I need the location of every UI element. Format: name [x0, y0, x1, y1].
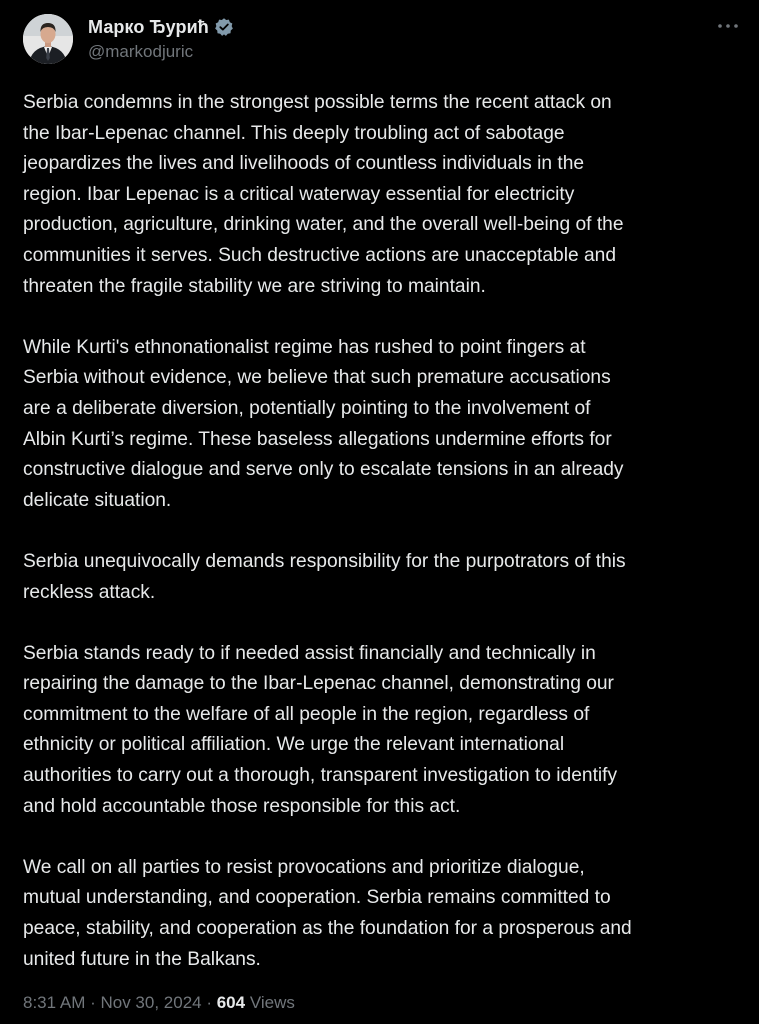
views-count[interactable]: 604: [216, 993, 246, 1012]
tweet-paragraph: Serbia unequivocally demands responsibility for the purpotrators of this reckless attack.: [23, 550, 626, 603]
tweet-paragraph: Serbia condemns in the strongest possible terms the recent attack on the Ibar-Lepenac channel. This deeply troubling act of sabotage jeopardizes the lives and livelihoods of countless individuals in the region. Ibar Lepenac is a critical waterway essential for electricity production, agriculture, drinking water, and the overall well-being of the communities it serves. Such destructive actions are unacceptable and threaten the fragile stability we are striving to maintain.: [23, 92, 624, 297]
tweet-text: [23, 88, 745, 975]
tweet-paragraph: Serbia stands ready to if needed assist financially and technically in repairing the damage to the Ibar-Lepenac channel, demonstrating our commitment to the welfare of all people in the region, regardless of ethnicity or political affiliation. We urge the relevant international authorities to carry out a thorough, transparent investigation to identify and hold accountable those responsible for this act.: [23, 642, 618, 817]
tweet-paragraph: We call on all parties to resist provocations and prioritize dialogue, mutual understanding, and cooperation. Serbia remains committed to peace, stability, and cooperation as the foundation for a prosperous and united future in the Balkans.: [23, 856, 632, 970]
more-horizontal-icon[interactable]: [715, 16, 741, 36]
author-name-row: [88, 16, 234, 38]
tweet-timestamp[interactable]: 8:31 AM · Nov 30, 2024 ·: [23, 993, 217, 1012]
avatar[interactable]: [23, 14, 73, 64]
views-label: Views: [245, 993, 295, 1012]
tweet-meta: [23, 993, 295, 1013]
author-display-name[interactable]: Марко Ђурић: [88, 16, 209, 37]
author-handle[interactable]: @markodjuric: [88, 42, 194, 61]
tweet-paragraph: While Kurti's ethnonationalist regime has rushed to point fingers at Serbia without evidence, we believe that such premature accusations are a deliberate diversion, potentially pointing to the involvement of Albin Kurti’s regime. These baseless allegations undermine efforts for constructive dialogue and serve only to escalate tensions in an already delicate situation.: [23, 336, 624, 511]
verified-badge-icon[interactable]: [214, 17, 234, 37]
